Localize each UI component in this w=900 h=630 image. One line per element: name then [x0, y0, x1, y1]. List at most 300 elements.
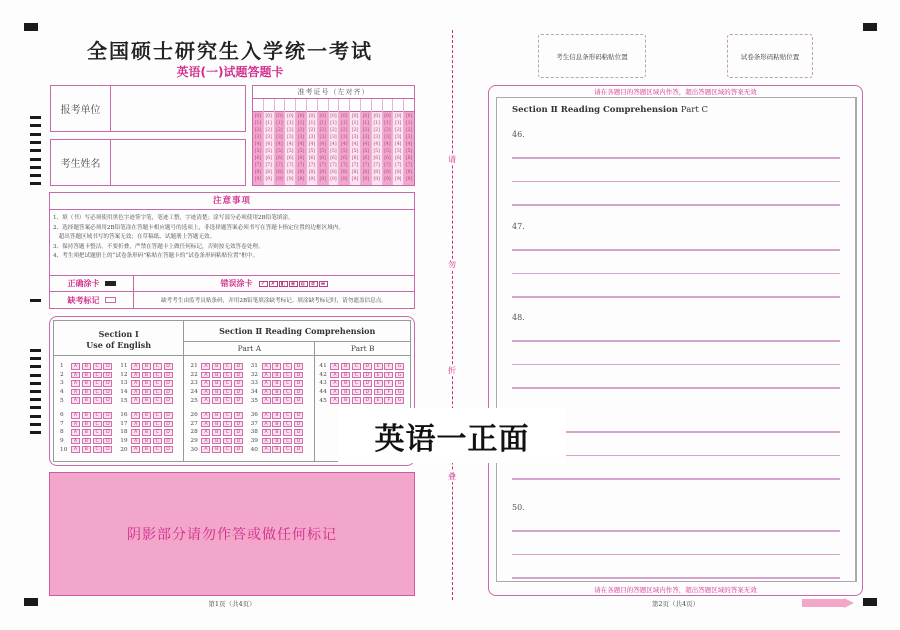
- id-digit-write-box[interactable]: [285, 99, 295, 112]
- answer-bubble-a[interactable]: A: [330, 380, 339, 387]
- id-digit-bubble[interactable]: [7]: [351, 163, 359, 169]
- answer-bubble-b[interactable]: B: [272, 397, 281, 404]
- id-digit-bubble[interactable]: [6]: [287, 156, 294, 162]
- answer-bubble-d[interactable]: D: [234, 446, 243, 453]
- id-digit-bubble[interactable]: [0]: [265, 113, 272, 119]
- id-digit-bubble[interactable]: [2]: [308, 127, 316, 133]
- id-digit-bubble[interactable]: [8]: [384, 170, 391, 176]
- answer-bubble-a[interactable]: A: [131, 372, 140, 379]
- answer-bubble-c[interactable]: C: [153, 429, 162, 436]
- id-digit-bubble[interactable]: [4]: [276, 141, 283, 147]
- answer-bubble-c[interactable]: C: [93, 380, 102, 387]
- answer-bubble-a[interactable]: A: [131, 429, 140, 436]
- id-digit-bubble[interactable]: [7]: [405, 163, 413, 169]
- answer-bubble-b[interactable]: B: [142, 380, 151, 387]
- id-digit-bubble[interactable]: [9]: [341, 177, 348, 183]
- info-value[interactable]: [111, 86, 245, 131]
- answer-bubble-b[interactable]: B: [82, 372, 91, 379]
- id-digit-bubble[interactable]: [4]: [362, 141, 370, 147]
- answer-bubble-c[interactable]: C: [153, 372, 162, 379]
- id-digit-bubble[interactable]: [2]: [330, 127, 337, 133]
- answer-bubble-c[interactable]: C: [153, 421, 162, 428]
- id-digit-bubble[interactable]: [3]: [351, 134, 359, 140]
- id-digit-bubble[interactable]: [4]: [297, 141, 305, 147]
- answer-bubble-d[interactable]: D: [103, 412, 112, 419]
- id-digit-bubble[interactable]: [7]: [330, 163, 337, 169]
- id-digit-bubble[interactable]: [3]: [405, 134, 413, 140]
- answer-line[interactable]: [512, 478, 840, 480]
- id-digit-bubble[interactable]: [2]: [297, 127, 305, 133]
- id-digit-bubble[interactable]: [0]: [362, 113, 370, 119]
- id-digit-bubble[interactable]: [7]: [395, 163, 402, 169]
- id-digit-bubble[interactable]: [7]: [341, 163, 348, 169]
- answer-bubble-a[interactable]: A: [201, 438, 210, 445]
- answer-bubble-c[interactable]: C: [283, 389, 292, 396]
- answer-bubble-b[interactable]: B: [272, 412, 281, 419]
- answer-bubble-b[interactable]: B: [341, 380, 350, 387]
- answer-bubble-c[interactable]: C: [223, 421, 232, 428]
- id-digit-write-box[interactable]: [318, 99, 328, 112]
- id-digit-bubble[interactable]: [5]: [265, 149, 272, 155]
- id-digit-bubble[interactable]: [8]: [330, 170, 337, 176]
- answer-bubble-g[interactable]: G: [395, 389, 404, 396]
- answer-bubble-d[interactable]: D: [363, 397, 372, 404]
- id-digit-bubble[interactable]: [3]: [395, 134, 402, 140]
- answer-bubble-f[interactable]: F: [384, 397, 393, 404]
- info-field-name[interactable]: [50, 139, 246, 186]
- answer-bubble-g[interactable]: G: [395, 380, 404, 387]
- id-digit-bubble[interactable]: [9]: [254, 177, 262, 183]
- id-digit-bubble[interactable]: [5]: [373, 149, 380, 155]
- answer-bubble-b[interactable]: B: [142, 421, 151, 428]
- id-digit-bubble[interactable]: [2]: [287, 127, 294, 133]
- answer-bubble-b[interactable]: B: [82, 438, 91, 445]
- id-digit-bubble[interactable]: [9]: [373, 177, 380, 183]
- answer-bubble-c[interactable]: C: [223, 429, 232, 436]
- answer-bubble-a[interactable]: A: [71, 412, 80, 419]
- answer-bubble-b[interactable]: B: [272, 372, 281, 379]
- id-digit-bubble[interactable]: [4]: [330, 141, 337, 147]
- id-digit-bubble[interactable]: [0]: [351, 113, 359, 119]
- answer-bubble-b[interactable]: B: [82, 389, 91, 396]
- id-digit-bubble[interactable]: [8]: [405, 170, 413, 176]
- id-digit-bubble[interactable]: [5]: [351, 149, 359, 155]
- answer-bubble-d[interactable]: D: [103, 438, 112, 445]
- answer-bubble-a[interactable]: A: [201, 429, 210, 436]
- answer-line[interactable]: [512, 554, 840, 556]
- id-digit-bubble[interactable]: [8]: [297, 170, 305, 176]
- answer-bubble-e[interactable]: E: [374, 372, 383, 379]
- answer-bubble-b[interactable]: B: [82, 421, 91, 428]
- answer-bubble-b[interactable]: B: [142, 438, 151, 445]
- answer-bubble-d[interactable]: D: [294, 389, 303, 396]
- answer-bubble-c[interactable]: C: [283, 397, 292, 404]
- answer-bubble-f[interactable]: F: [384, 389, 393, 396]
- id-digit-bubble[interactable]: [2]: [384, 127, 391, 133]
- answer-line[interactable]: [512, 530, 840, 532]
- id-digit-write-box[interactable]: [275, 99, 285, 112]
- answer-bubble-b[interactable]: B: [341, 397, 350, 404]
- id-digit-bubble[interactable]: [8]: [373, 170, 380, 176]
- id-digit-bubble[interactable]: [4]: [254, 141, 262, 147]
- answer-bubble-b[interactable]: B: [142, 412, 151, 419]
- answer-bubble-g[interactable]: G: [395, 372, 404, 379]
- id-digit-bubble[interactable]: [5]: [341, 149, 348, 155]
- answer-bubble-b[interactable]: B: [212, 438, 221, 445]
- answer-bubble-c[interactable]: C: [283, 446, 292, 453]
- answer-bubble-b[interactable]: B: [212, 412, 221, 419]
- answer-bubble-a[interactable]: A: [330, 389, 339, 396]
- id-digit-bubble[interactable]: [9]: [405, 177, 413, 183]
- answer-bubble-d[interactable]: D: [234, 438, 243, 445]
- answer-bubble-b[interactable]: B: [212, 397, 221, 404]
- answer-bubble-d[interactable]: D: [164, 372, 173, 379]
- id-digit-write-box[interactable]: [296, 99, 306, 112]
- answer-bubble-b[interactable]: B: [82, 412, 91, 419]
- id-digit-bubble[interactable]: [0]: [384, 113, 391, 119]
- id-digit-bubble[interactable]: [3]: [287, 134, 294, 140]
- answer-bubble-c[interactable]: C: [93, 446, 102, 453]
- id-digit-write-box[interactable]: [253, 99, 263, 112]
- id-digit-bubble[interactable]: [2]: [319, 127, 326, 133]
- answer-bubble-c[interactable]: C: [93, 389, 102, 396]
- id-digit-bubble[interactable]: [6]: [265, 156, 272, 162]
- answer-bubble-c[interactable]: C: [93, 372, 102, 379]
- id-digit-write-box[interactable]: [361, 99, 371, 112]
- answer-bubble-c[interactable]: C: [283, 438, 292, 445]
- answer-bubble-a[interactable]: A: [330, 372, 339, 379]
- answer-bubble-a[interactable]: A: [71, 380, 80, 387]
- id-digit-bubble[interactable]: [9]: [265, 177, 272, 183]
- id-digit-bubble[interactable]: [1]: [297, 120, 305, 126]
- answer-bubble-a[interactable]: A: [131, 363, 140, 370]
- answer-bubble-b[interactable]: B: [82, 446, 91, 453]
- answer-bubble-c[interactable]: C: [223, 380, 232, 387]
- answer-bubble-c[interactable]: C: [352, 397, 361, 404]
- id-digit-bubble[interactable]: [8]: [276, 170, 283, 176]
- id-digit-bubble[interactable]: [8]: [341, 170, 348, 176]
- id-digit-bubble[interactable]: [4]: [395, 141, 402, 147]
- id-digit-bubble[interactable]: [7]: [276, 163, 283, 169]
- id-digit-bubble[interactable]: [4]: [265, 141, 272, 147]
- answer-bubble-d[interactable]: D: [234, 380, 243, 387]
- id-digit-bubble[interactable]: [2]: [265, 127, 272, 133]
- answer-line[interactable]: [512, 364, 840, 366]
- answer-line[interactable]: [512, 577, 840, 579]
- id-digit-bubble[interactable]: [1]: [405, 120, 413, 126]
- answer-bubble-b[interactable]: B: [341, 372, 350, 379]
- id-digit-bubble[interactable]: [8]: [351, 170, 359, 176]
- id-digit-bubble[interactable]: [3]: [308, 134, 316, 140]
- answer-line[interactable]: [512, 340, 840, 342]
- answer-bubble-d[interactable]: D: [164, 446, 173, 453]
- id-digit-bubble[interactable]: [5]: [287, 149, 294, 155]
- id-digit-bubble[interactable]: [7]: [254, 163, 262, 169]
- answer-bubble-a[interactable]: A: [131, 438, 140, 445]
- answer-line[interactable]: [512, 181, 840, 183]
- answer-bubble-b[interactable]: B: [142, 446, 151, 453]
- id-digit-bubble[interactable]: [9]: [276, 177, 283, 183]
- id-digit-bubble[interactable]: [5]: [308, 149, 316, 155]
- answer-bubble-c[interactable]: C: [223, 446, 232, 453]
- id-digit-bubble[interactable]: [8]: [319, 170, 326, 176]
- id-digit-bubble[interactable]: [2]: [405, 127, 413, 133]
- id-digit-bubble[interactable]: [1]: [373, 120, 380, 126]
- answer-bubble-d[interactable]: D: [164, 389, 173, 396]
- answer-bubble-c[interactable]: C: [153, 412, 162, 419]
- answer-bubble-d[interactable]: D: [294, 429, 303, 436]
- answer-bubble-a[interactable]: A: [71, 389, 80, 396]
- answer-bubble-b[interactable]: B: [82, 363, 91, 370]
- answer-line[interactable]: [512, 296, 840, 298]
- answer-bubble-d[interactable]: D: [234, 412, 243, 419]
- answer-bubble-c[interactable]: C: [93, 363, 102, 370]
- id-digit-bubble[interactable]: [2]: [395, 127, 402, 133]
- id-digit-bubble[interactable]: [4]: [341, 141, 348, 147]
- id-digit-bubble[interactable]: [8]: [287, 170, 294, 176]
- answer-bubble-c[interactable]: C: [283, 380, 292, 387]
- id-digit-bubble[interactable]: [5]: [297, 149, 305, 155]
- id-digit-bubble[interactable]: [9]: [384, 177, 391, 183]
- answer-bubble-d[interactable]: D: [103, 421, 112, 428]
- id-digit-bubble[interactable]: [9]: [330, 177, 337, 183]
- id-digit-bubble[interactable]: [7]: [384, 163, 391, 169]
- id-digit-bubble[interactable]: [3]: [330, 134, 337, 140]
- id-digit-bubble[interactable]: [5]: [319, 149, 326, 155]
- answer-bubble-g[interactable]: G: [395, 363, 404, 370]
- answer-bubble-f[interactable]: F: [384, 380, 393, 387]
- id-digit-bubble[interactable]: [7]: [287, 163, 294, 169]
- answer-bubble-d[interactable]: D: [164, 421, 173, 428]
- id-digit-bubble[interactable]: [9]: [308, 177, 316, 183]
- id-digit-bubble[interactable]: [8]: [308, 170, 316, 176]
- answer-bubble-a[interactable]: A: [330, 397, 339, 404]
- answer-bubble-a[interactable]: A: [201, 380, 210, 387]
- answer-bubble-a[interactable]: A: [131, 380, 140, 387]
- answer-bubble-a[interactable]: A: [131, 389, 140, 396]
- id-digit-bubble[interactable]: [1]: [308, 120, 316, 126]
- id-digit-write-box[interactable]: [372, 99, 382, 112]
- answer-bubble-g[interactable]: G: [395, 397, 404, 404]
- id-digit-bubble[interactable]: [5]: [384, 149, 391, 155]
- answer-bubble-c[interactable]: C: [283, 372, 292, 379]
- answer-bubble-c[interactable]: C: [153, 438, 162, 445]
- answer-bubble-a[interactable]: A: [71, 397, 80, 404]
- id-digit-bubble[interactable]: [8]: [362, 170, 370, 176]
- id-digit-bubble[interactable]: [3]: [265, 134, 272, 140]
- id-digit-bubble[interactable]: [9]: [395, 177, 402, 183]
- answer-bubble-d[interactable]: D: [294, 363, 303, 370]
- id-digit-bubble[interactable]: [6]: [330, 156, 337, 162]
- answer-bubble-b[interactable]: B: [212, 429, 221, 436]
- answer-bubble-a[interactable]: A: [262, 380, 271, 387]
- answer-bubble-d[interactable]: D: [294, 446, 303, 453]
- answer-bubble-d[interactable]: D: [234, 363, 243, 370]
- answer-bubble-d[interactable]: D: [164, 380, 173, 387]
- id-digit-bubble[interactable]: [9]: [287, 177, 294, 183]
- id-digit-bubble[interactable]: [2]: [341, 127, 348, 133]
- id-digit-write-box[interactable]: [307, 99, 317, 112]
- answer-bubble-d[interactable]: D: [103, 429, 112, 436]
- answer-bubble-a[interactable]: A: [131, 421, 140, 428]
- answer-bubble-c[interactable]: C: [223, 412, 232, 419]
- answer-bubble-c[interactable]: C: [223, 389, 232, 396]
- answer-line[interactable]: [512, 387, 840, 389]
- answer-bubble-b[interactable]: B: [212, 446, 221, 453]
- id-digit-bubble[interactable]: [4]: [405, 141, 413, 147]
- answer-bubble-a[interactable]: A: [71, 438, 80, 445]
- answer-bubble-b[interactable]: B: [212, 372, 221, 379]
- answer-bubble-b[interactable]: B: [82, 397, 91, 404]
- answer-bubble-c[interactable]: C: [223, 397, 232, 404]
- answer-bubble-c[interactable]: C: [93, 397, 102, 404]
- answer-bubble-d[interactable]: D: [164, 438, 173, 445]
- answer-bubble-f[interactable]: F: [384, 363, 393, 370]
- id-digit-bubble[interactable]: [6]: [254, 156, 262, 162]
- answer-bubble-d[interactable]: D: [363, 372, 372, 379]
- answer-bubble-d[interactable]: D: [103, 372, 112, 379]
- id-digit-bubble[interactable]: [6]: [276, 156, 283, 162]
- id-digit-bubble[interactable]: [6]: [319, 156, 326, 162]
- answer-bubble-d[interactable]: D: [164, 429, 173, 436]
- id-digit-bubble[interactable]: [7]: [373, 163, 380, 169]
- id-digit-bubble[interactable]: [3]: [297, 134, 305, 140]
- id-digit-bubble[interactable]: [7]: [308, 163, 316, 169]
- answer-bubble-c[interactable]: C: [93, 438, 102, 445]
- id-digit-bubble[interactable]: [5]: [276, 149, 283, 155]
- id-digit-bubble[interactable]: [9]: [351, 177, 359, 183]
- id-digit-write-box[interactable]: [264, 99, 274, 112]
- answer-line[interactable]: [512, 273, 840, 275]
- id-digit-bubble[interactable]: [0]: [287, 113, 294, 119]
- answer-bubble-a[interactable]: A: [201, 389, 210, 396]
- id-digit-bubble[interactable]: [0]: [319, 113, 326, 119]
- answer-line[interactable]: [512, 249, 840, 251]
- answer-bubble-c[interactable]: C: [153, 389, 162, 396]
- id-digit-bubble[interactable]: [0]: [330, 113, 337, 119]
- answer-bubble-b[interactable]: B: [272, 429, 281, 436]
- id-digit-bubble[interactable]: [8]: [265, 170, 272, 176]
- answer-bubble-d[interactable]: D: [294, 412, 303, 419]
- id-digit-bubble[interactable]: [5]: [362, 149, 370, 155]
- id-digit-bubble[interactable]: [1]: [254, 120, 262, 126]
- id-digit-bubble[interactable]: [2]: [276, 127, 283, 133]
- id-digit-bubble[interactable]: [1]: [395, 120, 402, 126]
- id-digit-bubble[interactable]: [1]: [265, 120, 272, 126]
- answer-bubble-b[interactable]: B: [272, 389, 281, 396]
- answer-bubble-c[interactable]: C: [352, 363, 361, 370]
- id-digit-bubble[interactable]: [6]: [384, 156, 391, 162]
- answer-bubble-d[interactable]: D: [294, 438, 303, 445]
- answer-bubble-b[interactable]: B: [142, 389, 151, 396]
- id-digit-bubble[interactable]: [7]: [362, 163, 370, 169]
- id-digit-bubble[interactable]: [7]: [297, 163, 305, 169]
- id-digit-bubble[interactable]: [9]: [319, 177, 326, 183]
- answer-bubble-d[interactable]: D: [103, 380, 112, 387]
- answer-bubble-a[interactable]: A: [262, 429, 271, 436]
- answer-bubble-d[interactable]: D: [234, 421, 243, 428]
- id-digit-bubble[interactable]: [5]: [405, 149, 413, 155]
- answer-bubble-b[interactable]: B: [272, 446, 281, 453]
- id-digit-bubble[interactable]: [6]: [308, 156, 316, 162]
- id-digit-bubble[interactable]: [1]: [362, 120, 370, 126]
- answer-line[interactable]: [512, 204, 840, 206]
- answer-bubble-c[interactable]: C: [223, 363, 232, 370]
- examinee-barcode-slot[interactable]: 考生信息条形码粘贴位置: [538, 34, 646, 78]
- answer-bubble-a[interactable]: A: [201, 446, 210, 453]
- paper-barcode-slot[interactable]: 试卷条形码粘贴位置: [727, 34, 813, 78]
- id-digit-bubble[interactable]: [3]: [276, 134, 283, 140]
- id-digit-bubble[interactable]: [6]: [297, 156, 305, 162]
- answer-bubble-d[interactable]: D: [103, 446, 112, 453]
- answer-bubble-e[interactable]: E: [374, 397, 383, 404]
- answer-bubble-a[interactable]: A: [71, 429, 80, 436]
- id-digit-bubble[interactable]: [1]: [287, 120, 294, 126]
- id-digit-write-box[interactable]: [350, 99, 360, 112]
- answer-bubble-c[interactable]: C: [283, 429, 292, 436]
- answer-bubble-e[interactable]: E: [374, 389, 383, 396]
- info-field-institution[interactable]: [50, 85, 246, 132]
- id-digit-bubble[interactable]: [2]: [351, 127, 359, 133]
- answer-bubble-d[interactable]: D: [294, 372, 303, 379]
- answer-bubble-a[interactable]: A: [201, 372, 210, 379]
- id-digit-write-box[interactable]: [383, 99, 393, 112]
- id-digit-bubble[interactable]: [6]: [362, 156, 370, 162]
- id-digit-bubble[interactable]: [6]: [341, 156, 348, 162]
- id-digit-bubble[interactable]: [5]: [254, 149, 262, 155]
- id-digit-write-box[interactable]: [393, 99, 403, 112]
- id-digit-bubble[interactable]: [9]: [362, 177, 370, 183]
- answer-bubble-c[interactable]: C: [93, 429, 102, 436]
- answer-line[interactable]: [512, 157, 840, 159]
- id-digit-bubble[interactable]: [6]: [395, 156, 402, 162]
- answer-bubble-a[interactable]: A: [262, 363, 271, 370]
- id-digit-bubble[interactable]: [2]: [373, 127, 380, 133]
- answer-bubble-b[interactable]: B: [82, 429, 91, 436]
- answer-bubble-c[interactable]: C: [93, 421, 102, 428]
- answer-bubble-d[interactable]: D: [234, 397, 243, 404]
- answer-bubble-c[interactable]: C: [283, 412, 292, 419]
- answer-bubble-b[interactable]: B: [212, 363, 221, 370]
- id-digit-bubble[interactable]: [1]: [341, 120, 348, 126]
- id-digit-bubble[interactable]: [5]: [395, 149, 402, 155]
- info-value[interactable]: [111, 140, 245, 185]
- id-digit-bubble[interactable]: [4]: [351, 141, 359, 147]
- answer-bubble-b[interactable]: B: [341, 389, 350, 396]
- answer-bubble-c[interactable]: C: [283, 363, 292, 370]
- answer-bubble-b[interactable]: B: [272, 421, 281, 428]
- answer-bubble-b[interactable]: B: [272, 363, 281, 370]
- id-digit-bubble[interactable]: [2]: [254, 127, 262, 133]
- answer-bubble-c[interactable]: C: [283, 421, 292, 428]
- id-digit-bubble[interactable]: [8]: [254, 170, 262, 176]
- id-digit-bubble[interactable]: [0]: [405, 113, 413, 119]
- answer-bubble-d[interactable]: D: [294, 397, 303, 404]
- answer-bubble-a[interactable]: A: [262, 421, 271, 428]
- id-digit-bubble[interactable]: [2]: [362, 127, 370, 133]
- id-digit-bubble[interactable]: [4]: [308, 141, 316, 147]
- id-digit-bubble[interactable]: [1]: [351, 120, 359, 126]
- id-digit-bubble[interactable]: [1]: [276, 120, 283, 126]
- answer-bubble-a[interactable]: A: [262, 372, 271, 379]
- answer-bubble-a[interactable]: A: [201, 397, 210, 404]
- id-digit-write-box[interactable]: [404, 99, 414, 112]
- id-digit-bubble[interactable]: [0]: [341, 113, 348, 119]
- id-digit-bubble[interactable]: [0]: [254, 113, 262, 119]
- answer-bubble-d[interactable]: D: [234, 372, 243, 379]
- answer-bubble-e[interactable]: E: [374, 363, 383, 370]
- answer-bubble-a[interactable]: A: [201, 363, 210, 370]
